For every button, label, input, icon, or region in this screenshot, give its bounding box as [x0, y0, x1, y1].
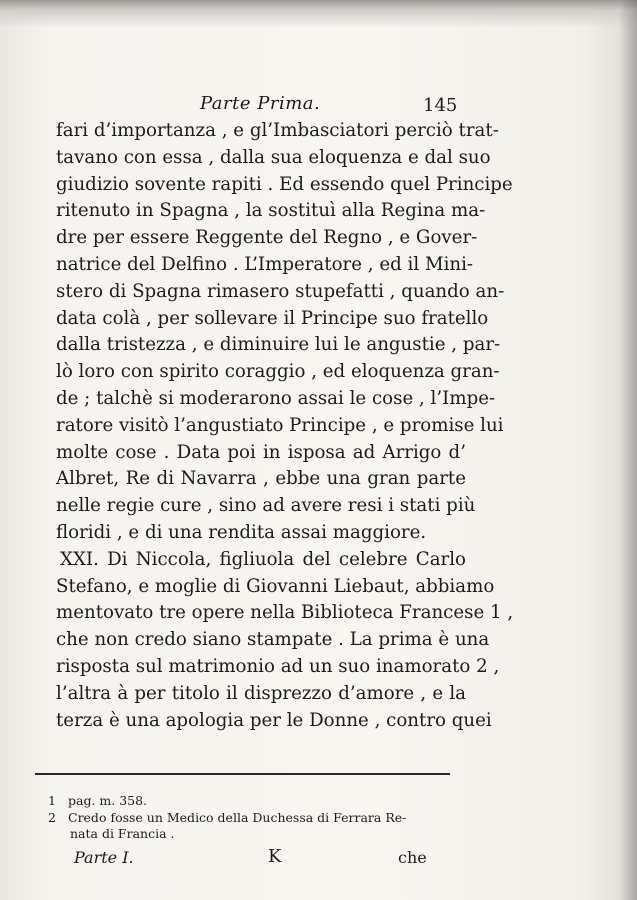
text-line: molte cose . Data poi in isposa ad Arrigo d’: [56, 441, 466, 463]
text-line: Stefano, e moglie di Giovanni Liebaut, abbiamo: [56, 575, 495, 597]
text-line: Albret, Re di Navarra , ebbe una gran parte: [56, 468, 466, 490]
footnote-text: pag. m. 358.: [68, 793, 148, 808]
text-line: lò loro con spirito coraggio , ed eloquenza gran-: [56, 361, 500, 383]
part-label: Parte I.: [74, 848, 134, 867]
text-line: giudizio sovente rapiti . Ed essendo quel Principe: [56, 173, 513, 195]
signature-mark: K: [268, 846, 282, 867]
text-line: mentovato tre opere nella Biblioteca Francese 1 ,: [56, 602, 514, 624]
text-line: ritenuto in Spagna , la sostituì alla Regina ma-: [56, 200, 486, 222]
gutter-shadow: [619, 0, 637, 900]
text-line: tavano con essa , dalla sua eloquenza e dal suo: [56, 146, 491, 168]
text-line: fari d’importanza , e gl’Imbasciatori perciò trat-: [56, 120, 499, 141]
text-line: natrice del Delfino . L’Imperatore , ed il Mini-: [56, 253, 474, 275]
body-text: [56, 118, 514, 734]
footnote-text: Credo fosse un Medico della Duchessa di Ferrara Re-: [68, 810, 407, 825]
text-line: XXI. Di Niccola, figliuola del celebre Carlo: [60, 548, 466, 570]
text-line: risposta sul matrimonio ad un suo inamorato 2 ,: [56, 655, 500, 677]
text-line: nelle regie cure , sino ad avere resi i stati più: [56, 495, 476, 517]
footnote: [48, 810, 406, 825]
text-line: floridi , e di una rendita assai maggiore.: [56, 521, 427, 543]
page-number: 145: [423, 95, 458, 116]
top-shadow: [0, 0, 637, 28]
footnote-continuation: nata di Francia .: [70, 826, 175, 841]
text-line: dre per essere Reggente del Regno , e Gover-: [56, 227, 478, 249]
text-line: de ; talchè si moderarono assai le cose , l’Impe-: [56, 387, 496, 409]
text-line: ratore visitò l’angustiato Principe , e promise lui: [56, 414, 504, 436]
text-line: terza è una apologia per le Donne , contro quei: [56, 709, 492, 731]
footnote: [48, 793, 147, 808]
catchword: che: [398, 848, 427, 867]
footnote-mark: 2: [48, 810, 56, 825]
text-line: l’altra à per titolo il disprezzo d’amore , e la: [56, 682, 466, 704]
text-line: stero di Spagna rimasero stupefatti , quando an-: [56, 280, 505, 302]
footnote-rule: [35, 773, 450, 775]
running-title: Parte Prima.: [200, 93, 321, 114]
text-line: dalla tristezza , e diminuire lui le angustie , par-: [56, 334, 501, 356]
footnote-mark: 1: [48, 793, 56, 808]
text-line: che non credo siano stampate . La prima è una: [56, 629, 490, 651]
text-line: data colà , per sollevare il Principe suo fratello: [56, 307, 489, 329]
